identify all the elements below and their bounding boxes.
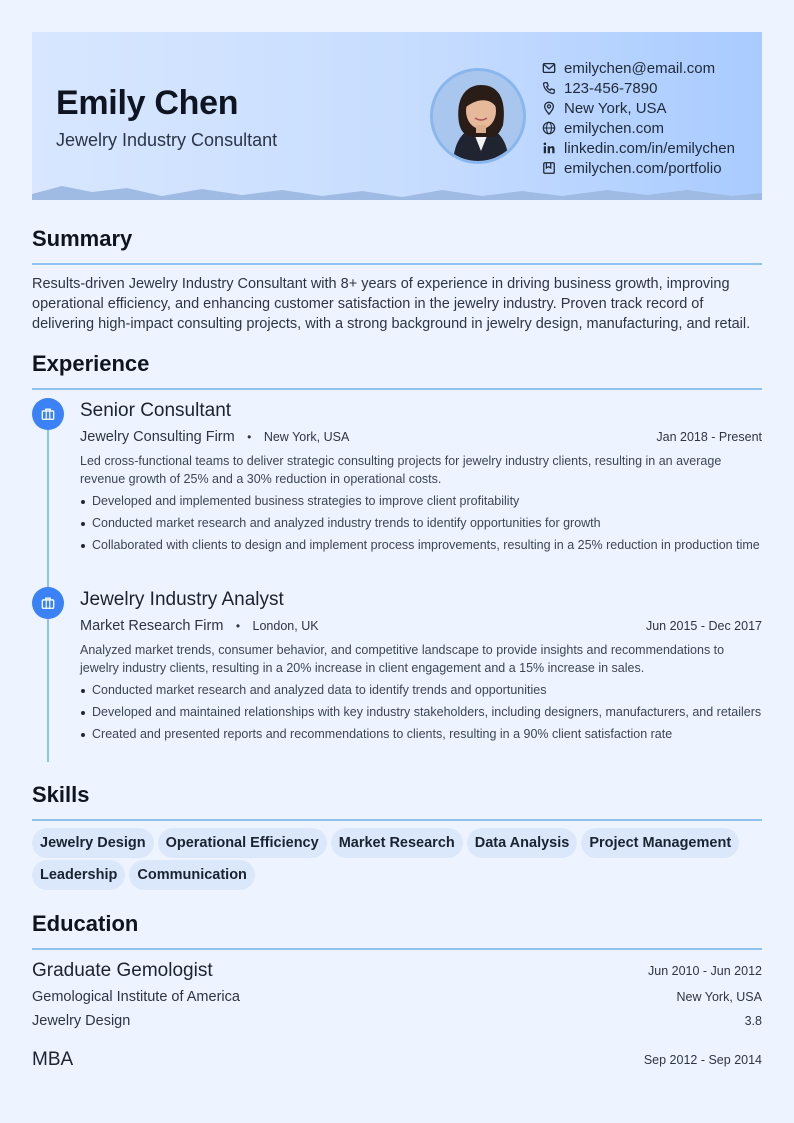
summary-divider: [32, 263, 762, 265]
edu-degree: MBA: [32, 1049, 74, 1070]
portfolio-icon: [542, 161, 556, 175]
job-company: Jewelry Consulting Firm: [80, 429, 235, 445]
job-entry-2: [80, 587, 762, 747]
education-entry-1-header: [32, 958, 762, 984]
job-dates: Jan 2018 - Present: [656, 430, 762, 444]
job-bullet: Conducted market research and analyzed industry trends to identify opportunities for growth: [80, 514, 762, 532]
contact-linkedin[interactable]: [542, 138, 735, 158]
skill-tag: Market Research: [331, 828, 463, 858]
candidate-name: Emily Chen: [56, 84, 239, 122]
skill-tag: Communication: [129, 860, 255, 890]
job-meta: [80, 613, 762, 639]
job-dates: Jun 2015 - Dec 2017: [645, 619, 762, 633]
contact-website[interactable]: [542, 118, 735, 138]
job-location: London, UK: [252, 619, 319, 633]
skill-tag: Data Analysis: [467, 828, 578, 858]
summary-text: Results-driven Jewelry Industry Consultant with 8+ years of experience in driving business growth, improving operational efficiency, and enhancing customer satisfaction in the jewelry industry. Proven track record of delivering high-impact consulting projects, with a strong background in jewelry design, manufacturing, and retail.: [32, 276, 751, 332]
location-icon: [542, 101, 556, 115]
education-divider: [32, 948, 762, 950]
header-wave-decoration: [32, 184, 762, 200]
job-1-marker: [32, 398, 64, 430]
edu-dates: Sep 2012 - Sep 2014: [643, 1053, 762, 1067]
edu-school: Gemological Institute of America: [32, 989, 240, 1005]
job-bullets: [80, 681, 762, 743]
phone-icon: [542, 81, 556, 95]
email-icon: [542, 61, 556, 75]
skill-tag: Jewelry Design: [32, 828, 154, 858]
skills-heading: Skills: [32, 782, 90, 807]
header-banner: [32, 32, 762, 200]
skill-tag: Project Management: [581, 828, 739, 858]
education-heading: Education: [32, 911, 139, 936]
experience-heading: Experience: [32, 351, 150, 376]
education-entry-1-field: [32, 1010, 762, 1032]
edu-gpa: 3.8: [744, 1014, 762, 1028]
job-description: Analyzed market trends, consumer behavior, and competitive landscape to provide insights and recommendations to jewelry industry clients, resulting in a 20% increase in client engagement and a 15% increase in sales.: [80, 643, 725, 675]
meta-separator: •: [247, 430, 252, 444]
job-bullet: Developed and implemented business strategies to improve client profitability: [80, 492, 762, 510]
job-bullets: [80, 492, 762, 554]
job-description: Led cross-functional teams to deliver strategic consulting projects for jewelry industry clients, resulting in an average revenue growth of 25% and a 30% reduction in operational costs.: [80, 454, 722, 486]
contact-linkedin-text: linkedin.com/in/emilychen: [564, 139, 735, 157]
edu-dates: Jun 2010 - Jun 2012: [648, 964, 762, 978]
job-role: Jewelry Industry Analyst: [80, 589, 284, 610]
job-meta: [80, 424, 762, 450]
contact-portfolio-text: emilychen.com/portfolio: [564, 159, 722, 177]
contact-location-text: New York, USA: [564, 99, 667, 117]
skills-list: [32, 828, 762, 892]
linkedin-icon: [542, 141, 556, 155]
candidate-title: Jewelry Industry Consultant: [56, 130, 278, 150]
job-location: New York, USA: [263, 430, 350, 444]
meta-separator: •: [235, 619, 241, 633]
contact-email-text: emilychen@email.com: [564, 59, 716, 77]
skill-tag: Leadership: [32, 860, 125, 890]
contact-portfolio[interactable]: [542, 158, 735, 178]
job-bullet: Created and presented reports and recommendations to clients, resulting in a 90% client satisfaction rate: [80, 725, 762, 743]
job-entry-1: [80, 398, 762, 558]
education-entry-2-header: [32, 1047, 762, 1073]
avatar: [430, 68, 526, 164]
job-bullet: Collaborated with clients to design and implement process improvements, resulting in a 25% reduction in production time: [80, 536, 762, 554]
edu-field: Jewelry Design: [32, 1013, 131, 1029]
briefcase-icon: [41, 407, 55, 421]
job-company: Market Research Firm: [80, 618, 224, 634]
skill-tag: Operational Efficiency: [158, 828, 327, 858]
contact-location: [542, 98, 735, 118]
job-role: Senior Consultant: [80, 400, 232, 421]
contact-email[interactable]: [542, 58, 735, 78]
edu-degree: Graduate Gemologist: [32, 960, 213, 981]
summary-heading: Summary: [32, 226, 133, 251]
contact-phone-text: 123-456-7890: [564, 79, 658, 97]
job-bullet: Developed and maintained relationships with key industry stakeholders, including designers, manufacturers, and retailers: [80, 703, 762, 721]
job-2-marker: [32, 587, 64, 619]
edu-location: New York, USA: [676, 990, 762, 1004]
contact-website-text: emilychen.com: [564, 119, 665, 137]
education-entry-1-school: [32, 986, 762, 1008]
globe-icon: [542, 121, 556, 135]
job-bullet: Conducted market research and analyzed data to identify trends and opportunities: [80, 681, 762, 699]
profile-photo: [433, 71, 526, 164]
experience-divider: [32, 388, 762, 390]
contact-list: [542, 58, 735, 178]
briefcase-icon: [41, 596, 55, 610]
contact-phone[interactable]: [542, 78, 735, 98]
skills-divider: [32, 819, 762, 821]
